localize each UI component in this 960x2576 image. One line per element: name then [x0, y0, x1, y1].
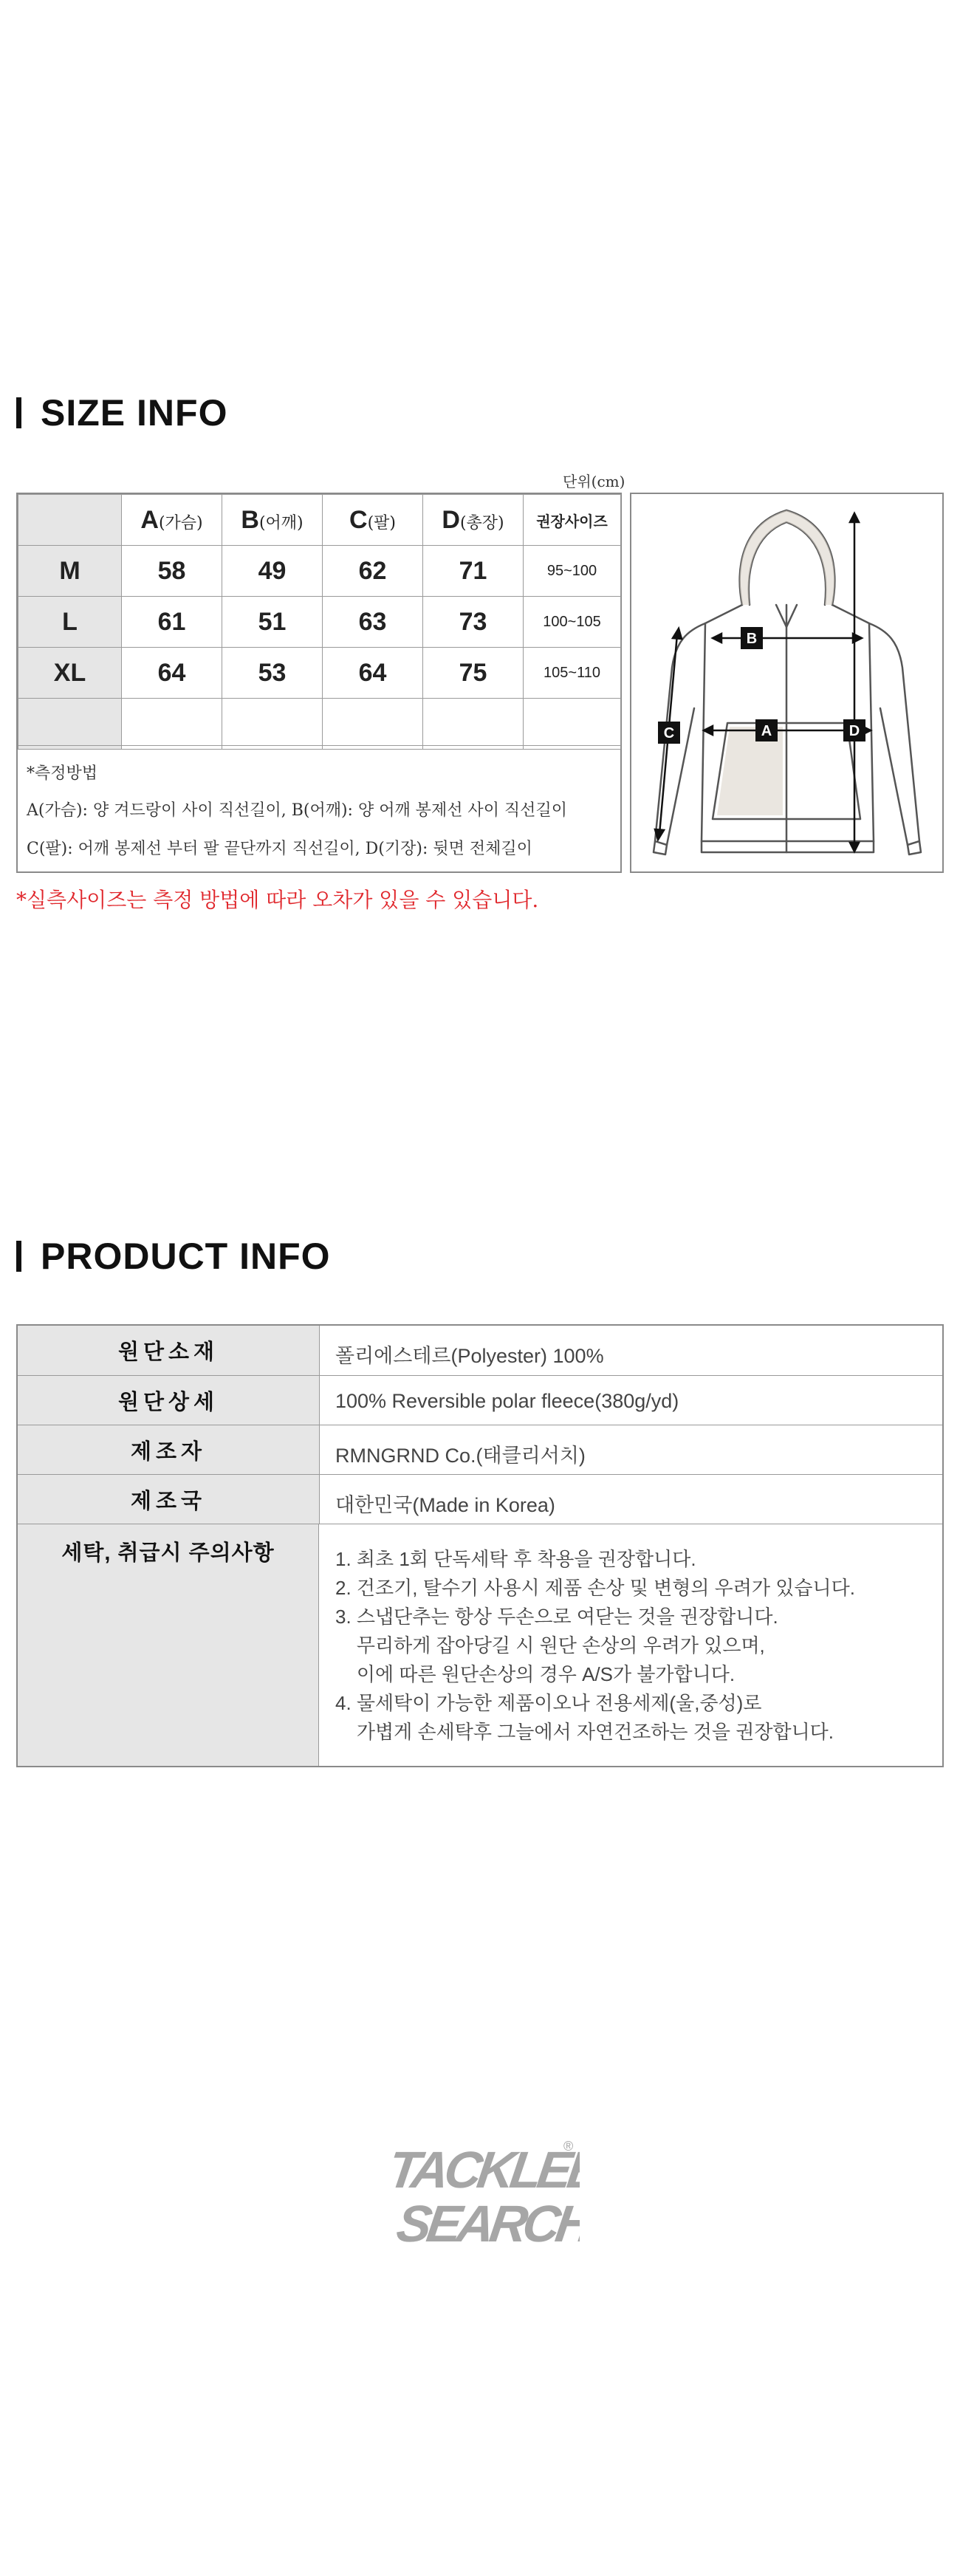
table-row — [18, 648, 621, 699]
value-recommended: 95~100 — [524, 546, 621, 597]
size-label: M — [18, 546, 122, 597]
value-d: 75 — [423, 648, 524, 699]
header-recommended: 권장사이즈 — [524, 495, 621, 546]
row-label: 제조자 — [18, 1425, 320, 1474]
logo-line-1: TACKLEE — [384, 2140, 580, 2199]
heading-bar — [16, 397, 21, 428]
row-label: 원단상세 — [18, 1376, 320, 1425]
row-value: 대한민국(Made in Korea) — [335, 1494, 555, 1516]
measure-line-1: A(가슴): 양 겨드랑이 사이 직선길이, B(어깨): 양 어깨 봉제선 사이 직선길이 — [27, 801, 567, 820]
header-corner — [18, 495, 122, 546]
value-b: 53 — [222, 648, 323, 699]
care-instructions — [335, 1545, 855, 1747]
care-row — [18, 1524, 942, 1766]
table-row — [18, 1326, 942, 1376]
value-b: 51 — [222, 597, 323, 648]
product-info-table — [16, 1324, 944, 1767]
value-c: 64 — [323, 648, 423, 699]
table-row — [18, 1376, 942, 1425]
care-line: 4. 물세탁이 가능한 제품이오나 전용세제(울,중성)로 — [335, 1692, 762, 1714]
header-a: A(가슴) — [122, 495, 222, 546]
heading-bar — [16, 1241, 21, 1272]
label-a: A — [761, 723, 772, 739]
value-d: 73 — [423, 597, 524, 648]
value-a: 64 — [122, 648, 222, 699]
header-b: B(어깨) — [222, 495, 323, 546]
label-c: C — [663, 725, 675, 741]
product-info-title: PRODUCT INFO — [41, 1236, 331, 1277]
size-disclaimer: *실측사이즈는 측정 방법에 따라 오차가 있을 수 있습니다. — [16, 888, 539, 912]
value-b: 49 — [222, 546, 323, 597]
row-label: 원단소재 — [18, 1326, 320, 1375]
header-d: D(총장) — [423, 495, 524, 546]
tacklee-search-logo — [380, 2134, 580, 2264]
value-c: 62 — [323, 546, 423, 597]
table-row — [18, 546, 621, 597]
row-value: RMNGRND Co.(태클리서치) — [335, 1445, 586, 1467]
product-info-heading — [16, 1235, 331, 1278]
unit-label: 단위(cm) — [563, 473, 625, 490]
hoodie-illustration — [631, 494, 942, 871]
value-recommended: 100~105 — [524, 597, 621, 648]
measure-line-2: C(팔): 어깨 봉제선 부터 팔 끝단까지 직선길이, D(기장): 뒷면 전체길이 — [27, 840, 532, 858]
value-recommended: 105~110 — [524, 648, 621, 699]
size-table-box — [16, 493, 622, 873]
care-line: 무리하게 잡아당길 시 원단 손상의 우려가 있으며, — [335, 1634, 765, 1657]
value-a: 61 — [122, 597, 222, 648]
size-label: XL — [18, 648, 122, 699]
value-c: 63 — [323, 597, 423, 648]
size-table — [18, 494, 621, 750]
value-d: 71 — [423, 546, 524, 597]
size-info-title: SIZE INFO — [41, 392, 228, 434]
jacket-diagram — [630, 493, 944, 873]
row-label: 제조국 — [18, 1475, 320, 1524]
row-value: 100% Reversible polar fleece(380g/yd) — [335, 1390, 679, 1412]
size-label: L — [18, 597, 122, 648]
label-d: D — [848, 723, 860, 739]
registered-mark: ® — [563, 2139, 574, 2154]
value-a: 58 — [122, 546, 222, 597]
measure-title: *측정방법 — [27, 764, 98, 783]
table-row — [18, 1475, 942, 1524]
care-line: 1. 최초 1회 단독세탁 후 착용을 권장합니다. — [335, 1548, 696, 1570]
care-line: 3. 스냅단추는 항상 두손으로 여닫는 것을 권장합니다. — [335, 1606, 778, 1628]
header-c: C(팔) — [323, 495, 423, 546]
empty-row — [18, 699, 621, 750]
care-line: 이에 따른 원단손상의 경우 A/S가 불가합니다. — [335, 1663, 736, 1685]
logo-line-2: SEARCH — [393, 2194, 580, 2253]
brand-logo — [380, 2134, 580, 2264]
size-table-header — [18, 495, 621, 546]
label-b: B — [746, 631, 758, 647]
care-line: 2. 건조기, 탈수기 사용시 제품 손상 및 변형의 우려가 있습니다. — [335, 1577, 855, 1599]
care-label: 세탁, 취급시 주의사항 — [18, 1524, 319, 1766]
measurement-notes — [18, 745, 620, 871]
size-info-heading — [16, 391, 227, 434]
table-row — [18, 1425, 942, 1475]
care-line: 가볍게 손세탁후 그늘에서 자연건조하는 것을 권장합니다. — [335, 1721, 834, 1743]
row-value: 폴리에스테르(Polyester) 100% — [335, 1345, 604, 1367]
table-row — [18, 597, 621, 648]
